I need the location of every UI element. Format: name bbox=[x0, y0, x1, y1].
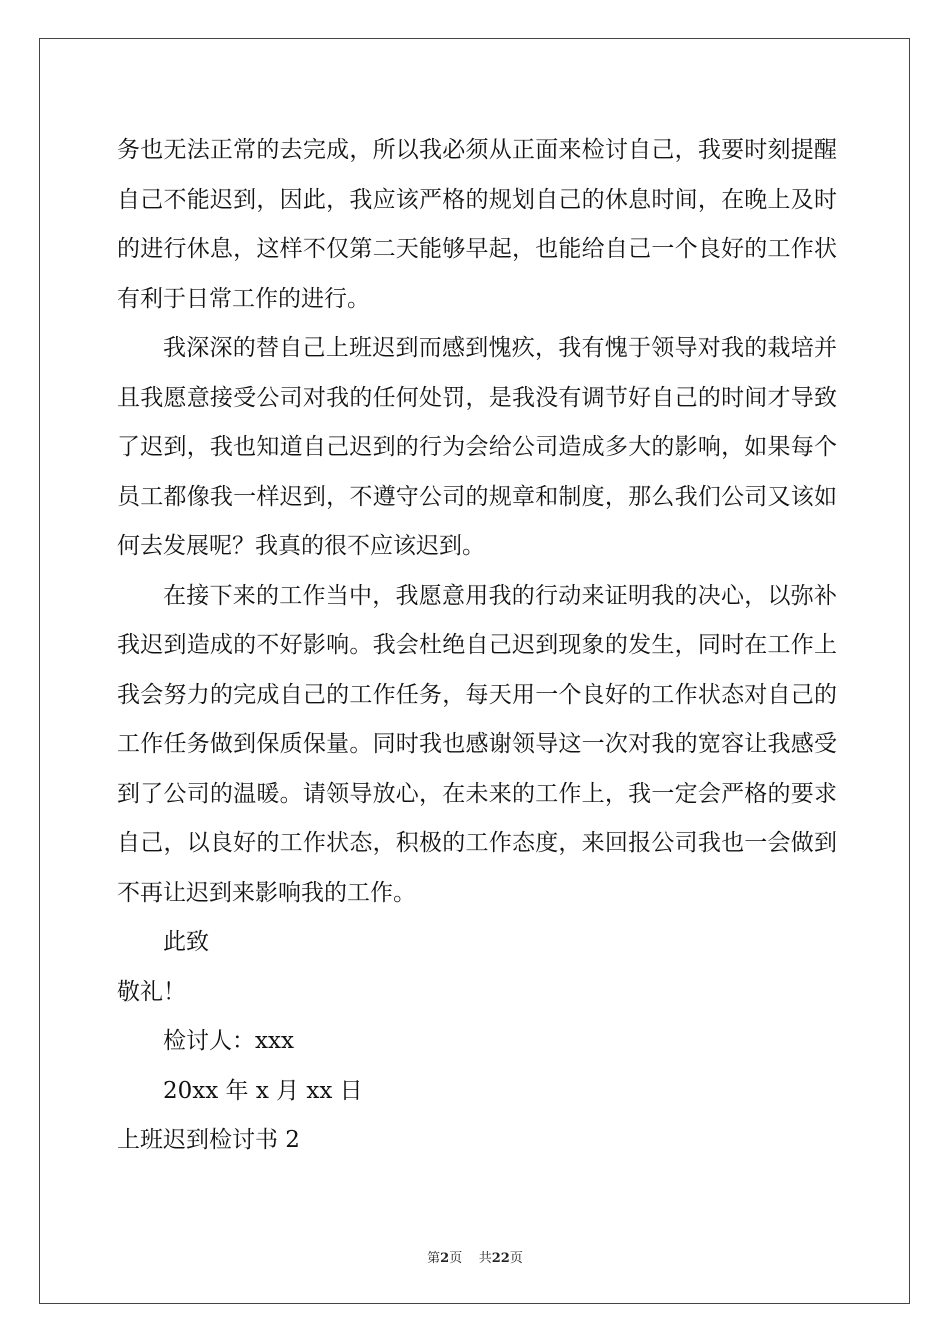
paragraph-2: 我深深的替自己上班迟到而感到愧疚，我有愧于领导对我的栽培并且我愿意接受公司对我的任何处罚，是我没有调节好自己的时间才导致了迟到，我也知道自己迟到的行为会给公司造成多大的影响，如果每个员工都像我一样迟到，不遵守公司的规章和制度，那么我们公司又该如何去发展呢？我真的很不应该迟到。 bbox=[117, 335, 837, 559]
document-body bbox=[117, 126, 837, 1166]
footer-page-number: 2 bbox=[440, 1251, 450, 1266]
closing: 此致 bbox=[163, 929, 209, 955]
page-footer bbox=[0, 1247, 950, 1266]
paragraph-1: 务也无法正常的去完成，所以我必须从正面来检讨自己，我要时刻提醒自己不能迟到，因此，我应该严格的规划自己的休息时间，在晚上及时的进行休息，这样不仅第二天能够早起，也能给自己一个良好的工作状有利于日常工作的进行。 bbox=[117, 137, 837, 312]
date: 20xx 年 x 月 xx 日 bbox=[163, 1077, 363, 1104]
footer-page-prefix: 第 bbox=[427, 1251, 441, 1266]
paragraph-3: 在接下来的工作当中，我愿意用我的行动来证明我的决心，以弥补我迟到造成的不好影响。我会杜绝自己迟到现象的发生，同时在工作上我会努力的完成自己的工作任务，每天用一个良好的工作状态对自己的工作任务做到保质保量。同时我也感谢领导这一次对我的宽容让我感受到了公司的温暖。请领导放心，在未来的工作上，我一定会严格的要求自己，以良好的工作状态，积极的工作态度，来回报公司我也一会做到不再让迟到来影响我的工作。 bbox=[117, 582, 837, 906]
next-section-title: 上班迟到检讨书 2 bbox=[117, 1127, 300, 1153]
footer-page-suffix: 页 bbox=[449, 1251, 463, 1266]
salute: 敬礼！ bbox=[117, 978, 186, 1005]
footer-total-suffix: 页 bbox=[509, 1251, 523, 1266]
footer-total-number: 22 bbox=[491, 1251, 510, 1266]
signer: 检讨人：xxx bbox=[163, 1028, 294, 1054]
footer-total-prefix: 共 bbox=[478, 1251, 492, 1266]
